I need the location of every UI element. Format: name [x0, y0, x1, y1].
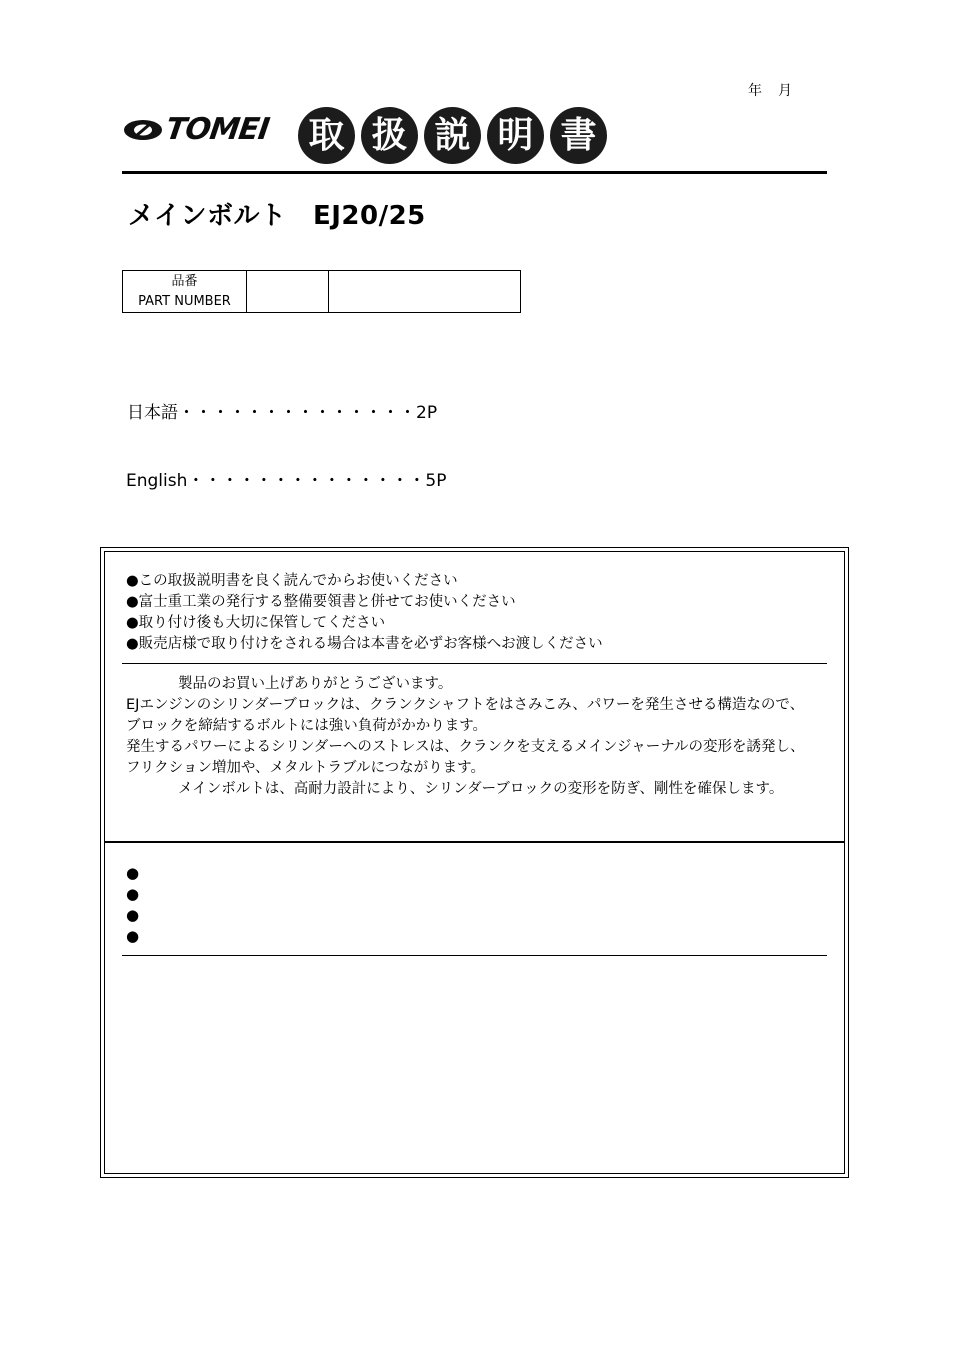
notes-divider — [122, 663, 827, 664]
tomei-logo — [122, 112, 292, 148]
bullet-item: ● — [126, 885, 140, 903]
tomei-logo-mark-icon — [122, 112, 166, 148]
toc-item-japanese: 日本語・・・・・・・・・・・・・・2P — [127, 403, 438, 423]
header-divider — [122, 171, 827, 174]
part-number-label-cell — [123, 271, 247, 312]
bullet-item: ● — [126, 927, 140, 945]
part-number-label-ja: 品番 — [171, 274, 198, 289]
title-char: 明 — [487, 107, 544, 164]
note-item: ●取り付け後も大切に保管してください — [126, 615, 386, 631]
title-char: 書 — [550, 107, 607, 164]
description-line: EJエンジンのシリンダーブロックは、クランクシャフトをはさみこみ、パワーを発生させる構造なので、 — [126, 697, 805, 713]
description-line: 製品のお買い上げありがとうございます。 — [178, 676, 453, 692]
bullet-item: ● — [126, 906, 140, 924]
part-number-detail-cell — [329, 271, 520, 312]
document-type-title — [298, 107, 607, 164]
note-item: ●販売店様で取り付けをされる場合は本書を必ずお客様へお渡しください — [126, 636, 603, 652]
logo-wordmark: TOMEI — [163, 112, 271, 147]
description-line: ブロックを締結するボルトには強い負荷がかかります。 — [126, 718, 488, 734]
product-description — [126, 674, 826, 800]
section-divider — [104, 841, 845, 843]
part-number-value-cell — [247, 271, 329, 312]
title-char: 説 — [424, 107, 481, 164]
note-item: ●富士重工業の発行する整備要領書と併せてお使いください — [126, 594, 516, 610]
toc-item-english: English・・・・・・・・・・・・・・5P — [126, 471, 447, 491]
part-number-label-en: PART NUMBER — [138, 294, 231, 309]
description-line: メインボルトは、高耐力設計により、シリンダーブロックの変形を防ぎ、剛性を確保します。 — [178, 781, 784, 797]
bullets-divider — [122, 955, 827, 956]
part-number-table — [122, 270, 521, 313]
usage-notes — [126, 571, 603, 655]
bullet-item: ● — [126, 864, 140, 882]
bullet-list — [126, 863, 139, 947]
date-label: 年 月 — [748, 83, 793, 99]
product-title: メインボルト EJ20/25 — [128, 201, 426, 231]
note-item: ●この取扱説明書を良く読んでからお使いください — [126, 573, 458, 589]
description-line: 発生するパワーによるシリンダーへのストレスは、クランクを支えるメインジャーナルの変形を誘発し、 — [126, 739, 805, 755]
title-char: 扱 — [361, 107, 418, 164]
description-line: フリクション増加や、メタルトラブルにつながります。 — [126, 760, 486, 776]
title-char: 取 — [298, 107, 355, 164]
